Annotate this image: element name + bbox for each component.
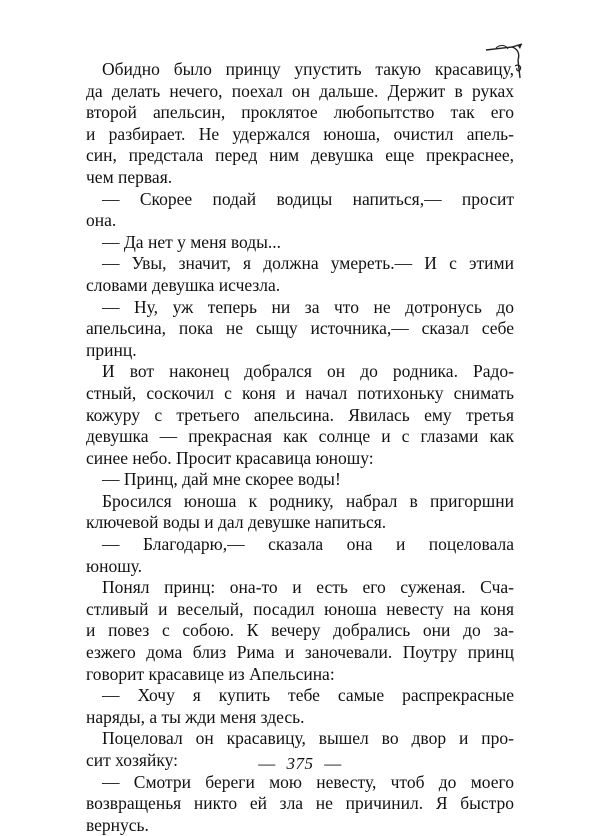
text-line: стный, соскочил с коня и начал потихоньку снимать <box>86 382 514 403</box>
text-line: Бросился юноша к роднику, набрал в пригоршни <box>102 490 514 511</box>
page-number-value: 375 <box>286 754 314 773</box>
text-line: кожуру с третьего апельсина. Явилась ему третья <box>86 404 514 425</box>
text-line: сит хозяйку: <box>86 750 178 770</box>
text-line: стливый и веселый, посадил юноша невесту на коня <box>86 598 514 619</box>
text-line: Обидно было принцу упустить такую красавицу, <box>102 59 514 79</box>
text-line: — Ну, уж теперь ни за что не дотронусь до <box>102 296 514 317</box>
text-line: — Хочу я купить тебе самые распрекрасные <box>102 685 514 706</box>
text-line: ключевой воды и дал девушке напиться. <box>86 512 387 533</box>
page-number-dash-right: — <box>324 754 342 773</box>
body-text <box>86 59 514 836</box>
text-line: — Увы, значит, я должна умереть.— И с этими <box>102 253 514 274</box>
text-line: второй апельсин, проклятое любопытство так его <box>86 102 514 123</box>
text-line: юношу. <box>86 555 143 576</box>
text-line: синее небо. Просит красавица юношу: <box>86 447 374 468</box>
text-line: Поцеловал он красавицу, вышел во двор и про- <box>102 728 514 749</box>
text-line: и повез с собою. К вечеру добрались они до за- <box>86 620 514 641</box>
text-line: — Принц, дай мне скорее воды! <box>102 469 341 490</box>
text-line: она. <box>86 210 117 231</box>
text-line: возвращенья никто ей зла не причинил. Я быстро <box>86 793 514 814</box>
text-line: И вот наконец добрался он до родника. Радо- <box>102 361 514 382</box>
text-line: говорит красавице из Апельсина: <box>86 663 335 684</box>
text-line: наряды, а ты жди меня здесь. <box>86 706 305 727</box>
text-line: — Да нет у меня воды... <box>102 231 282 252</box>
text-line: да делать нечего, поехал он дальше. Держит в руках <box>86 80 514 101</box>
text-line: словами девушка исчезла. <box>86 274 281 295</box>
text-line: вернусь. <box>86 814 149 835</box>
text-line: чем первая. <box>86 166 173 187</box>
text-line: девушка — прекрасная как солнце и с глазами как <box>86 426 514 447</box>
text-line: и разбирает. Не удержался юноша, очистил апель- <box>86 123 514 144</box>
text-line: езжего дома близ Рима и заночевали. Поутру принц <box>86 642 514 663</box>
text-line: — Смотри береги мою невесту, чтоб до моего <box>102 771 514 792</box>
text-line: син, предстала перед ним девушка еще прекраснее, <box>86 145 514 166</box>
text-line: — Благодарю,— сказала она и поцеловала <box>102 534 514 555</box>
page-number-dash-left: — <box>258 754 276 773</box>
text-line: принц. <box>86 339 137 360</box>
text-line: — Скорее подай водицы напиться,— просит <box>102 188 514 209</box>
page-number <box>0 754 600 774</box>
text-line: апельсина, пока не сыщу источника,— сказал себе <box>86 318 514 339</box>
text-line: Понял принц: она-то и есть его суженая. Сча- <box>102 577 514 598</box>
